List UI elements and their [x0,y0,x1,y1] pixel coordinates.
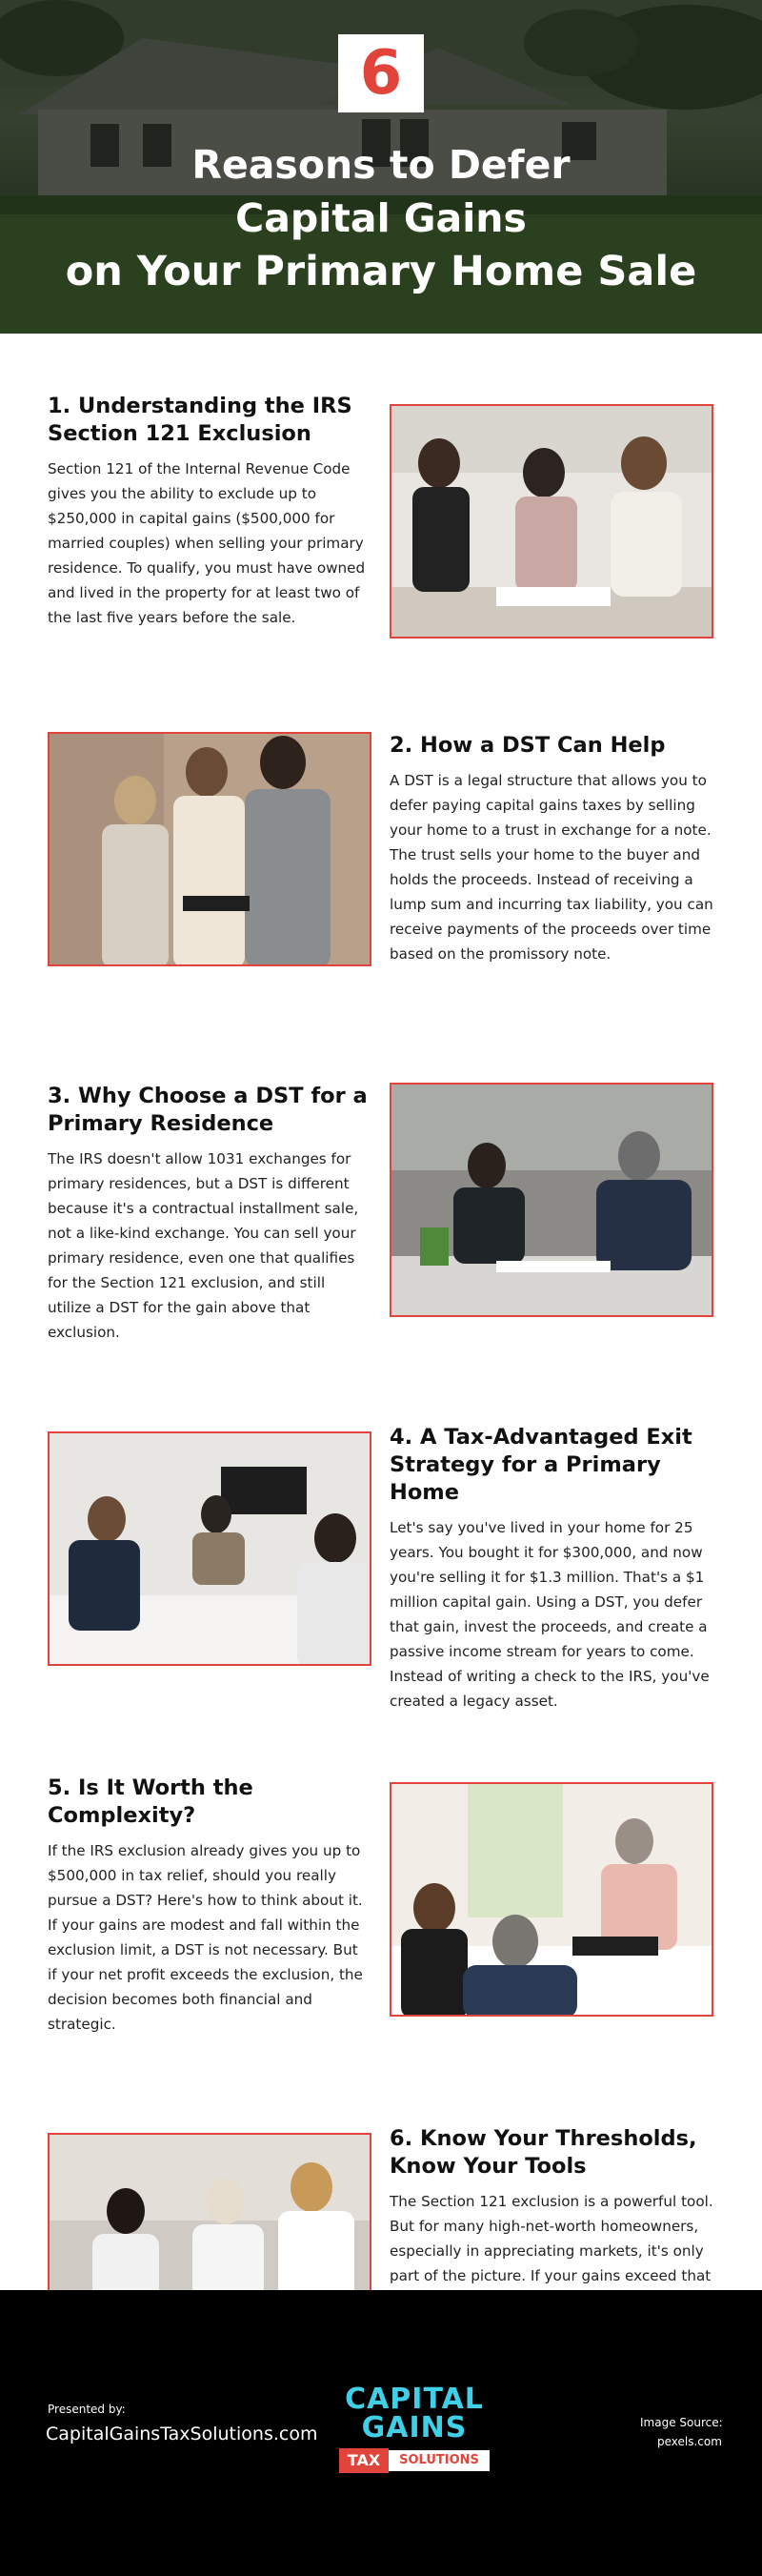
section-6-body: The Section 121 exclusion is a powerful tool. But for many high-net-worth homeowners, especially in appreciating markets, it's only part of the picture. If your gains exceed that [390,2193,713,2284]
section-1-photo [390,404,713,639]
logo-line-2: GAINS [361,2411,468,2444]
section-1 [0,362,762,713]
section-3-photo [390,1083,713,1317]
section-5-body: If the IRS exclusion already gives you up to $500,000 in tax relief, should you really pursue a DST? Here's how to think about it. If your gains are modest and fall within the exclusion limit, a DST is not necessary. But if your net profit exceeds the exclusion, the decision becomes both financial and strategic. [48,1842,363,2033]
logo-tax-tag: TAX [339,2448,389,2473]
section-4-text [390,1424,713,1714]
section-1-text [48,393,371,630]
reason-count-badge: 6 [338,34,424,112]
section-5-photo [390,1782,713,2017]
image-source-label: Image Source: [640,2416,723,2429]
title-line-2: Capital Gains [235,195,527,241]
section-2-photo [48,732,371,966]
section-2-body: A DST is a legal structure that allows you to defer paying capital gains taxes by selling your home to a trust in exchange for a note. The trust sells your home to the buyer and holds the proceeds. Instead of receiving a lump sum and incurring tax liability, you can receive payments of the proceeds over time based on the promissory note. [390,772,713,963]
title-line-1: Reasons to Defer [191,142,571,188]
section-4-photo [48,1431,371,1666]
section-1-body: Section 121 of the Internal Revenue Code gives you the ability to exclude up to $250,000 in capital gains ($500,000 for married couples) when selling your primary residence. To qualify, you must have owned and lived in the property for at least two of the last five years before the sale. [48,460,366,626]
section-5-text [48,1775,371,2037]
page-title [0,138,762,298]
section-5-heading: 5. Is It Worth the Complexity? [48,1775,253,1828]
section-3-heading: 3. Why Choose a DST for a Primary Residence [48,1084,368,1136]
section-4 [0,1414,762,1765]
section-1-heading: 1. Understanding the IRS Section 121 Exclusion [48,394,352,446]
section-4-body: Let's say you've lived in your home for 25 years. You bought it for $300,000, and now you're selling it for $1.3 million. That's a $1 million capital gain. Using a DST, you defer that gain, invest the proceeds, and create a passive income stream for years to come. Instead of writing a check to the IRS, you've created a legacy asset. [390,1519,710,1710]
logo-line-1: CAPITAL [345,2383,484,2416]
section-6-heading: 6. Know Your Thresholds, Know Your Tools [390,2126,697,2179]
section-2 [0,713,762,1064]
section-3-text [48,1083,371,1345]
section-5 [0,1765,762,2116]
section-3 [0,1064,762,1414]
section-4-heading: 4. A Tax-Advantaged Exit Strategy for a Primary Home [390,1425,692,1505]
hero-banner [0,0,762,334]
title-line-3: on Your Primary Home Sale [65,248,697,295]
logo-solutions-tag: SOLUTIONS [389,2450,490,2471]
presented-by-label: Presented by: [48,2403,126,2416]
presented-by-link[interactable]: CapitalGainsTaxSolutions.com [46,2424,318,2444]
capital-gains-logo [333,2385,495,2476]
image-source-link[interactable]: pexels.com [657,2435,722,2448]
section-2-text [390,732,713,966]
footer [0,2290,762,2576]
section-3-body: The IRS doesn't allow 1031 exchanges for primary residences, but a DST is different because it's a contractual installment sale, not a like-kind exchange. You can sell your primary residence, even one that qualifies for the Section 121 exclusion, and still utilize a DST for the gain above that exclusion. [48,1150,359,1341]
section-2-heading: 2. How a DST Can Help [390,733,666,758]
